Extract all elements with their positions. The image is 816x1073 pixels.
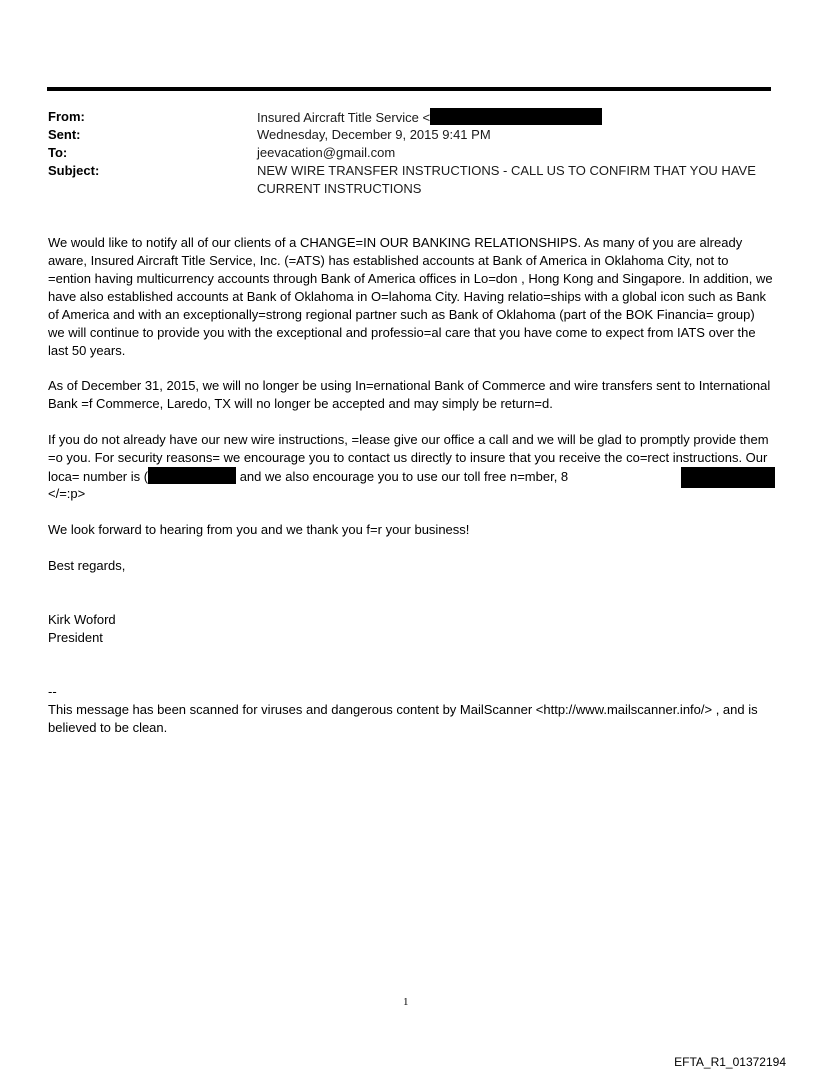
- signature-name: Kirk Woford: [48, 612, 116, 627]
- signature-title: President: [48, 630, 103, 645]
- from-value: [257, 108, 602, 127]
- to-value: jeevacation@gmail.com: [257, 145, 396, 160]
- paragraph-change-notice: We would like to notify all of our clients of a CHANGE=IN OUR BANKING RELATIONSHIPS. As many of you are already aware, Insured Aircraft Title Service, Inc. (=ATS) has established accounts at Bank of America in Oklahoma City, not to =ention having multicurrency accounts through Bank of America offices in Lo=don , Hong Kong and Singapore. In addition, we have also established accounts at Bank of Oklahoma in O=lahoma City. Having relatio=ships with a global icon such as Bank of America and with an exceptionally=strong regional partner such as Bank of Oklahoma (part of the BOK Financia= group) we will continue to provide you with the exceptional and professio=al care that you have come to expect from IATS over the last 50 years.: [48, 235, 773, 358]
- document-id: EFTA_R1_01372194: [674, 1055, 786, 1069]
- header-rule: [47, 87, 771, 91]
- paragraph-ibc-discontinued: As of December 31, 2015, we will no longer be using In=ernational Bank of Commerce and wire transfers sent to International Bank =f Commerce, Laredo, TX will no longer be accepted and may simply be return=d.: [48, 378, 771, 411]
- sent-value: Wednesday, December 9, 2015 9:41 PM: [257, 127, 491, 142]
- paragraph-wire-instructions: [48, 431, 773, 486]
- paragraph-thanks: We look forward to hearing from you and we thank you f=r your business!: [48, 522, 470, 537]
- redacted-local-number: [148, 467, 236, 484]
- paragraph-markup-artifact: </=:p>: [48, 486, 86, 501]
- signature-separator: --: [48, 684, 57, 699]
- sent-label: Sent:: [48, 127, 81, 142]
- mailscanner-notice: This message has been scanned for viruses and dangerous content by MailScanner <http://www.mailscanner.info/> , and is believed to be clean.: [48, 702, 758, 735]
- wire-text-b: and we also encourage you to use our toll free n=mber, 8: [236, 469, 569, 484]
- wire-text-a: If you do not already have our new wire instructions, =lease give our office a call and we will be glad to promptly provide them =o you. For security reasons= we encourage you to contact us directly to insure that you receive the co=rect instructions. Our loca= number is (: [48, 432, 769, 484]
- redacted-email: [430, 108, 602, 125]
- subject-label: Subject:: [48, 163, 100, 178]
- page-number: 1: [403, 996, 409, 1008]
- from-sender: Insured Aircraft Title Service <: [257, 110, 431, 125]
- subject-value: NEW WIRE TRANSFER INSTRUCTIONS - CALL US TO CONFIRM THAT YOU HAVE CURRENT INSTRUCTIONS: [257, 163, 756, 196]
- to-label: To:: [48, 145, 68, 160]
- from-label: From:: [48, 109, 85, 124]
- closing-best-regards: Best regards,: [48, 558, 126, 573]
